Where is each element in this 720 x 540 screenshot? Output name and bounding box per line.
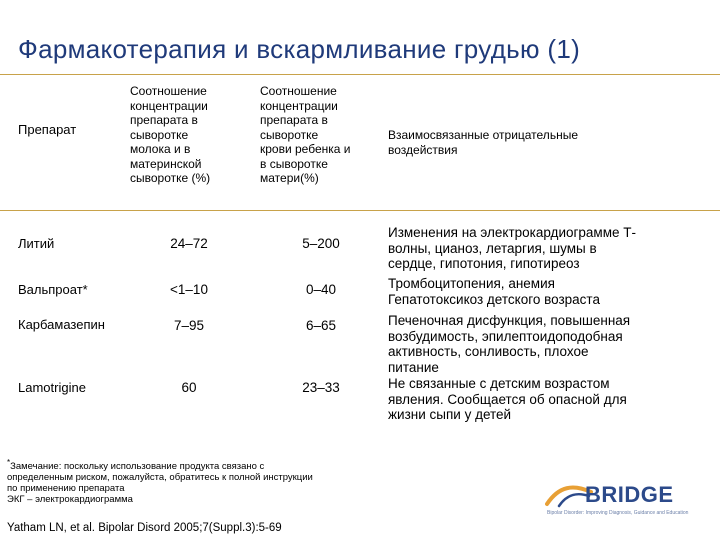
footnote-line: по применению препарата — [7, 483, 125, 495]
header-line: сыворотке — [260, 127, 319, 142]
row-drug: Lamotrigine — [18, 380, 86, 395]
effects-line: возбудимость, эпилептоидоподобная — [388, 328, 623, 344]
citation: Yatham LN, et al. Bipolar Disord 2005;7(Suppl.3):5-69 — [7, 522, 282, 534]
footnote-marker: * — [7, 458, 11, 467]
row-effects — [388, 313, 703, 375]
footnote-line: определенным риском, пожалуйста, обратитесь к полной инструкции — [7, 472, 313, 484]
header-line: Соотношение — [260, 84, 337, 98]
row-effects — [388, 225, 703, 272]
row-milk-ratio: <1–10 — [170, 282, 208, 297]
logo-wordmark: BRIDGE — [585, 482, 674, 507]
row-infant-ratio: 6–65 — [305, 318, 337, 333]
header-line: препарата в — [260, 113, 328, 127]
effects-line: Гепатотоксикоз детского возраста — [388, 291, 600, 307]
effects-line: Не связанные с детским возрастом — [388, 376, 610, 391]
effects-line: волны, цианоз, летаргия, шумы в — [388, 240, 597, 256]
row-milk-ratio: 7–95 — [173, 318, 205, 333]
header-line: крови ребенка и — [260, 142, 351, 156]
header-line: материнской — [130, 156, 202, 171]
header-drug: Препарат — [18, 122, 77, 137]
header-line: молока и в — [130, 142, 191, 156]
row-effects — [388, 376, 703, 423]
row-milk-ratio: 24–72 — [170, 236, 208, 251]
header-line: концентрации — [130, 98, 208, 113]
effects-line: Печеночная дисфункция, повышенная — [388, 313, 631, 328]
effects-line: Изменения на электрокардиограмме Т- — [388, 225, 636, 240]
header-milk-ratio — [130, 84, 245, 186]
footnote-line — [7, 457, 447, 472]
header-line: матери(%) — [260, 171, 319, 185]
header-line: Взаимосвязанные отрицательные — [388, 128, 578, 142]
header-line: препарата в — [130, 113, 198, 127]
effects-line: питание — [388, 359, 439, 375]
row-drug: Карбамазепин — [18, 317, 105, 332]
header-line: сыворотке — [130, 127, 189, 142]
header-line: в сыворотке — [260, 156, 328, 171]
effects-line: явления. Сообщается об опасной для — [388, 391, 627, 407]
header-divider — [0, 210, 720, 211]
footnote-text: Замечание: поскольку использование продукта связано с — [10, 461, 265, 473]
footnote-line: ЭКГ – электрокардиограмма — [7, 494, 133, 506]
effects-line: Тромбоцитопения, анемия — [388, 276, 555, 291]
row-infant-ratio: 0–40 — [305, 282, 337, 297]
header-line: воздействия — [388, 142, 458, 157]
effects-line: активность, сонливость, плохое — [388, 344, 589, 359]
row-infant-ratio: 23–33 — [302, 380, 340, 395]
footnote — [7, 457, 447, 505]
title-divider — [0, 74, 720, 75]
row-infant-ratio: 5–200 — [302, 236, 340, 251]
header-effects — [388, 128, 688, 157]
row-drug: Литий — [18, 236, 55, 251]
row-effects — [388, 276, 703, 307]
header-line: Соотношение — [130, 84, 207, 98]
bridge-logo — [545, 480, 695, 530]
row-milk-ratio: 60 — [181, 380, 197, 395]
effects-line: жизни сыпи у детей — [388, 407, 512, 422]
page-title: Фармакотерапия и вскармливание грудью (1) — [18, 34, 581, 64]
logo-tagline: Bipolar Disorder: Improving Diagnosis, Guidance and Education — [547, 510, 689, 516]
row-drug: Вальпроат* — [18, 282, 88, 297]
header-line: сыворотке (%) — [130, 171, 211, 185]
header-line: концентрации — [260, 98, 338, 113]
effects-line: сердце, гипотония, гипотиреоз — [388, 256, 580, 271]
header-infant-ratio — [260, 84, 380, 186]
